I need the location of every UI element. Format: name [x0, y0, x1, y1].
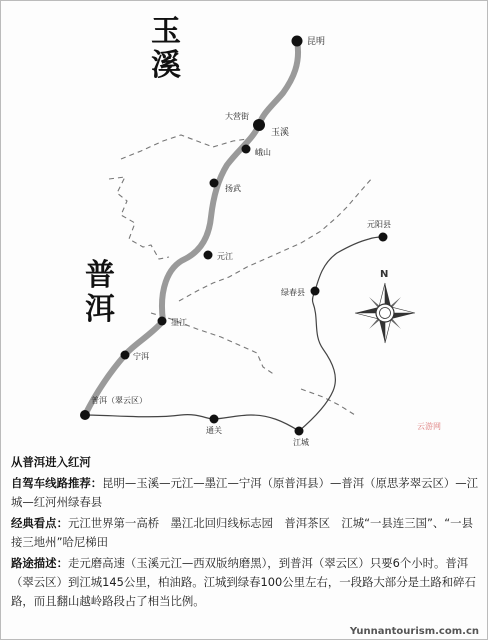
- city-dot-puer: [80, 410, 90, 420]
- route-body: 昆明—玉溪—元江—墨江—宁洱（原普洱县）—普洱（原思茅翠云区）—江城—红河州绿春县: [11, 476, 479, 509]
- watermark-yunyouwang: 云游网: [417, 422, 441, 431]
- route-description: [11, 453, 479, 613]
- boundary-line-southeast: [301, 389, 355, 415]
- sights-label: 经典看点：: [11, 516, 68, 530]
- boundary-line-middle: [151, 313, 275, 375]
- compass-rose-icon: [355, 283, 415, 343]
- city-dot-yuanjiang: [204, 251, 213, 260]
- city-dot-tongguan: [210, 415, 219, 424]
- city-label-tongguan: 通关: [206, 426, 222, 435]
- description-body: 走元磨高速（玉溪元江—西双版纳磨黑），到普洱（翠云区）只要6个小时。普洱（翠云区）到江城145公里，柏油路。江城到绿春100公里左右，一段路大部分是土路和碎石路，而且翻山越岭路段占了相当比例。: [11, 556, 476, 608]
- route-map: [1, 1, 488, 451]
- city-label-jiangcheng: 江城: [293, 438, 309, 447]
- city-dot-lvchun: [311, 287, 320, 296]
- city-label-puer-cuiyun: 普洱（翠云区）: [91, 396, 147, 405]
- city-label-yuanyang: 元阳县: [367, 220, 391, 229]
- city-label-lvchun: 绿春县: [281, 288, 305, 297]
- compass-north-label: N: [380, 269, 389, 280]
- boundary-line-north: [121, 135, 247, 159]
- sights-body: 元江世界第一高桥 墨江北回归线标志园 普洱茶区 江城“一县连三国”、“一县接三地州”哈尼梯田: [11, 516, 473, 549]
- city-dot-mojiang: [158, 317, 167, 326]
- city-dot-ninger: [121, 351, 130, 360]
- city-dot-eshan: [242, 145, 251, 154]
- road-jiangcheng-lvchun: [299, 291, 335, 431]
- city-dot-yuxi: [253, 119, 265, 131]
- road-lvchun-yuanyang: [315, 237, 383, 291]
- city-markers: [80, 36, 388, 436]
- route-label: 自驾车线路推荐：: [11, 476, 103, 490]
- city-label-yuxi: 玉溪: [271, 128, 290, 138]
- city-label-kunming: 昆明: [307, 37, 326, 47]
- city-label-mojiang: 墨江: [171, 318, 187, 327]
- route-paragraph: [11, 474, 479, 512]
- region-label-puer: 普洱: [85, 258, 115, 327]
- road-puer-jiangcheng: [85, 415, 299, 431]
- description-label: 路途描述：: [11, 556, 68, 570]
- boundary-lines: [109, 135, 373, 415]
- city-label-yuanjiang: 元江: [217, 252, 233, 261]
- sights-paragraph: [11, 514, 479, 552]
- city-dot-kunming: [292, 36, 303, 47]
- city-label-dayingjie: 大营街: [225, 112, 249, 121]
- city-label-ninger: 宁洱: [133, 352, 149, 361]
- city-label-yangwu: 扬武: [225, 184, 241, 193]
- region-label-yuxi: 玉溪: [151, 14, 181, 83]
- boundary-line-west: [109, 177, 169, 259]
- footer-watermark: Yunnantourism.com.cn: [349, 626, 479, 637]
- map-canvas: [1, 1, 488, 451]
- city-dot-yangwu: [210, 179, 219, 188]
- city-label-eshan: 峨山: [255, 148, 271, 157]
- description-paragraph: [11, 554, 479, 611]
- city-dot-jiangcheng: [295, 427, 304, 436]
- section-heading: 从普洱进入红河: [11, 455, 91, 469]
- main-highway-route: [85, 41, 298, 415]
- city-dot-yuanyang: [379, 233, 388, 242]
